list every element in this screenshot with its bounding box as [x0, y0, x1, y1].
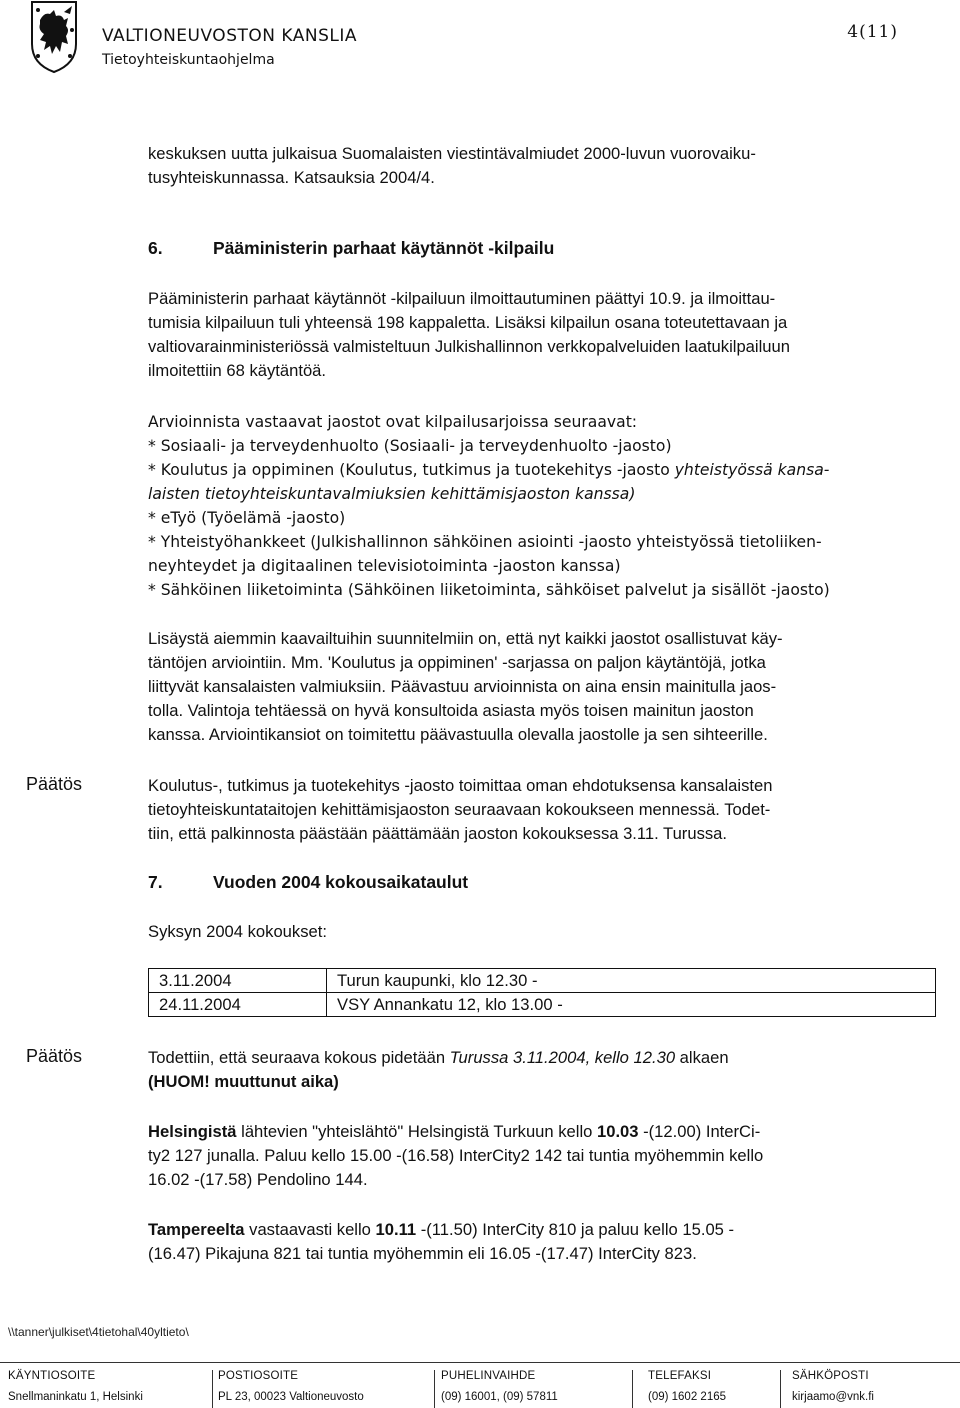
- table-row: [149, 969, 936, 993]
- text-segment: Todettiin, että seuraava kokous pidetään: [148, 1048, 450, 1067]
- list-item: * Yhteistyöhankkeet (Julkishallinnon sähköinen asiointi -jaosto yhteistyössä tietoliiken-: [148, 533, 822, 551]
- text-line: Pääministerin parhaat käytännöt -kilpailuun ilmoittautuminen päättyi 10.9. ja ilmoittau-: [148, 289, 776, 308]
- footer-value: (09) 1602 2165: [648, 1391, 727, 1403]
- text-line: Arvioinnista vastaavat jaostot ovat kilpailusarjoissa seuraavat:: [148, 413, 638, 431]
- footer-label: KÄYNTIOSOITE: [8, 1370, 96, 1382]
- text-line: ilmoitettiin 68 käytäntöä.: [148, 361, 327, 380]
- footer-column-divider: [434, 1370, 435, 1408]
- list-item-continuation: neyhteydet ja digitaalinen televisiotoiminta -jaoston kanssa): [148, 557, 621, 575]
- table-cell-date: 24.11.2004: [149, 993, 327, 1017]
- text-line: valtiovarainministeriössä valmisteltuun Julkishallinnon verkkopalveluiden laatukilpailuun: [148, 337, 790, 356]
- program-name: Tietoyhteiskuntaohjelma: [102, 52, 275, 68]
- italic-text: Turussa 3.11.2004, kello 12.30: [449, 1048, 676, 1067]
- table-row: [149, 993, 936, 1017]
- footer-value: PL 23, 00023 Valtioneuvosto: [218, 1391, 364, 1403]
- footer-visiting-address: [8, 1366, 143, 1408]
- footer-label: TELEFAKSI: [648, 1370, 712, 1382]
- text-line: [148, 1070, 938, 1094]
- footer-column-divider: [632, 1370, 633, 1408]
- italic-text: yhteistyössä kansa-: [674, 461, 830, 479]
- list-item: * Sosiaali- ja terveydenhuolto (Sosiaali- ja terveydenhuolto -jaosto): [148, 437, 672, 455]
- helsinki-travel-info: [148, 1120, 938, 1192]
- text-line: tiin, että palkinnosta päästään päättämään jaoston kokouksessa 3.11. Turussa.: [148, 824, 727, 843]
- list-item: [148, 458, 938, 482]
- bold-text: Helsingistä: [148, 1122, 237, 1141]
- text-line: (16.47) Pikajuna 821 tai tuntia myöhemmin eli 16.05 -(17.47) InterCity 823.: [148, 1244, 697, 1263]
- section-6-paragraph-3: [148, 627, 938, 747]
- text-line: [148, 1218, 938, 1242]
- section-6-jury-list: [148, 410, 938, 602]
- footer-divider: [0, 1362, 960, 1363]
- text-line: ty2 127 junalla. Paluu kello 15.00 -(16.58) InterCity2 142 tai tuntia myöhemmin kello: [148, 1146, 764, 1165]
- footer-column-divider: [780, 1370, 781, 1408]
- text-segment: lähtevien "yhteislähtö" Helsingistä Turkuun kello: [236, 1122, 597, 1141]
- coat-of-arms-lion-logo: [28, 0, 80, 74]
- text-line: tolla. Valintoja tehtäessä on hyvä konsultoida asiasta myös toisen mainitun jaoston: [148, 701, 754, 720]
- bold-text: Tampereelta: [148, 1220, 245, 1239]
- text-line: keskuksen uutta julkaisua Suomalaisten viestintävalmiudet 2000-luvun vuorovaiku-: [148, 144, 756, 163]
- text-line: Lisäystä aiemmin kaavailtuihin suunnitelmiin on, että nyt kaikki jaostot osallistuvat käy-: [148, 629, 783, 648]
- section-title: Vuoden 2004 kokousaikataulut: [213, 872, 469, 892]
- section-6-heading: [0, 238, 960, 262]
- text-line: [148, 1046, 938, 1070]
- footer-label: POSTIOSOITE: [218, 1370, 299, 1382]
- text-segment: alkaen: [675, 1048, 729, 1067]
- organization-name: VALTIONEUVOSTON KANSLIA: [102, 26, 357, 46]
- bold-text: 10.11: [375, 1220, 417, 1239]
- page-number: 4(11): [847, 22, 898, 42]
- text-segment: * Koulutus ja oppiminen (Koulutus, tutkimus ja tuotekehitys -jaosto: [148, 461, 675, 479]
- footer-postal-address: [218, 1366, 364, 1408]
- text-line: 16.02 -(17.58) Pendolino 144.: [148, 1170, 368, 1189]
- section-title: Pääministerin parhaat käytännöt -kilpailu: [213, 238, 555, 258]
- footer-value: (09) 16001, (09) 57811: [441, 1391, 558, 1403]
- text-segment: -(12.00) InterCi-: [638, 1122, 761, 1141]
- text-line: Koulutus-, tutkimus ja tuotekehitys -jaosto toimittaa oman ehdotuksensa kansalaisten: [148, 776, 773, 795]
- meeting-schedule-table: [148, 968, 936, 1017]
- section-6-decision: [148, 774, 938, 846]
- table-cell-place: Turun kaupunki, klo 12.30 -: [327, 969, 936, 993]
- footer-value: kirjaamo@vnk.fi: [792, 1391, 874, 1403]
- text-line: [148, 1120, 938, 1144]
- text-line: täntöjen arviointiin. Mm. 'Koulutus ja oppiminen' -sarjassa on paljon käytäntöjä, jotka: [148, 653, 766, 672]
- text-line: liittyvät kansalaisten valmiuksiin. Päävastuu arvioinnista on aina ensin mainitulla jaos-: [148, 677, 777, 696]
- text-segment: vastaavasti kello: [244, 1220, 376, 1239]
- footer-label: SÄHKÖPOSTI: [792, 1370, 869, 1382]
- table-cell-date: 3.11.2004: [149, 969, 327, 993]
- text-segment: -(11.50) InterCity 810 ja paluu kello 15.05 -: [416, 1220, 735, 1239]
- section-number: 7.: [148, 872, 163, 892]
- decision-label: Päätös: [26, 1046, 83, 1066]
- decision-label: Päätös: [26, 774, 83, 794]
- list-item-continuation: [148, 482, 938, 506]
- section-7-heading: [0, 872, 960, 896]
- footer-value: Snellmaninkatu 1, Helsinki: [8, 1391, 143, 1403]
- table-cell-place: VSY Annankatu 12, klo 13.00 -: [327, 993, 936, 1017]
- italic-text: laisten tietoyhteiskuntavalmiuksien kehittämisjaoston kanssa): [148, 485, 636, 503]
- list-item: * Sähköinen liiketoiminta (Sähköinen liiketoiminta, sähköiset palvelut ja sisällöt -jaosto): [148, 581, 830, 599]
- footer-label: PUHELINVAIHDE: [441, 1370, 536, 1382]
- bold-text: 10.03: [596, 1122, 639, 1141]
- file-path: \\tanner\julkiset\4tietohal\40yltieto\: [8, 1325, 189, 1339]
- section-7-decision: [148, 1046, 938, 1094]
- text-line: tusyhteiskunnassa. Katsauksia 2004/4.: [148, 168, 435, 187]
- tampere-travel-info: [148, 1218, 938, 1266]
- bold-text: (HUOM! muuttunut aika): [148, 1072, 339, 1091]
- footer-fax: [648, 1366, 726, 1408]
- text-line: tumisia kilpailuun tuli yhteensä 198 kappaletta. Lisäksi kilpailun osana toteutettavaan ja: [148, 313, 788, 332]
- text-line: tietoyhteiskuntataitojen kehittämisjaoston seuraavaan kokoukseen mennessä. Todet-: [148, 800, 771, 819]
- section-6-paragraph-1: [148, 287, 938, 383]
- footer-column-divider: [212, 1370, 213, 1408]
- section-number: 6.: [148, 238, 163, 258]
- footer-switchboard: [441, 1366, 558, 1408]
- footer-email: [792, 1366, 874, 1408]
- intro-paragraph: [148, 142, 938, 190]
- list-item: * eTyö (Työelämä -jaosto): [148, 509, 346, 527]
- text-line: kanssa. Arviointikansiot on toimitettu päävastuulla olevalla jaostolle ja sen sihteerille.: [148, 725, 768, 744]
- schedule-subheading: Syksyn 2004 kokoukset:: [148, 922, 327, 941]
